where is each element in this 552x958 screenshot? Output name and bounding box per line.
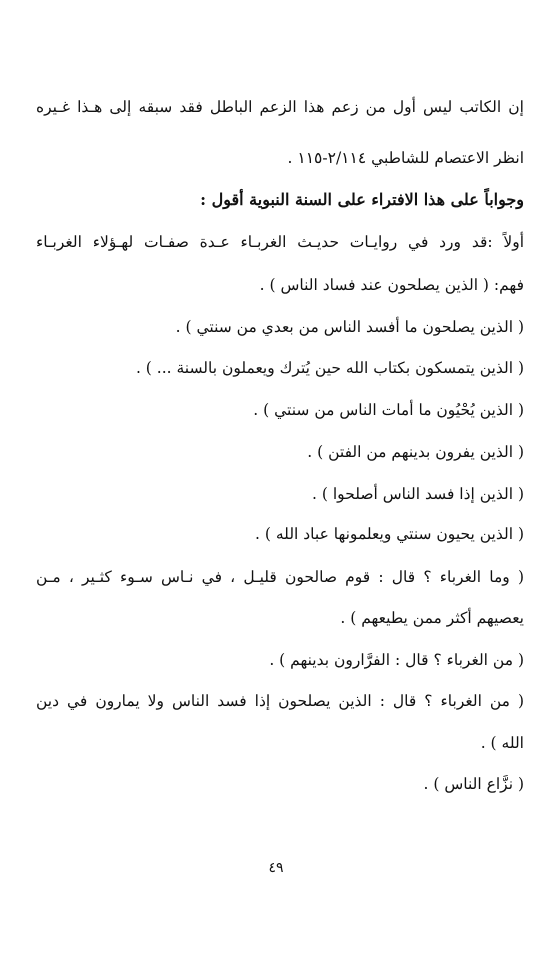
- text-line-2: انظر الاعتصام للشاطبي ٢/١١٤-١١٥ .: [287, 149, 524, 167]
- page-number: ٤٩: [268, 860, 284, 876]
- text-line-11: ( الذين يحيون سنتي ويعلمونها عباد الله ) .: [255, 525, 524, 543]
- text-line-7: ( الذين يتمسكون بكتاب الله حين يُترك ويعملون بالسنة ... ) .: [135, 359, 524, 377]
- text-line-4: أولاً :قد ورد في روايـات حديـث الغربـاء عـدة صفـات لهـؤلاء الغربـاء: [36, 233, 524, 251]
- text-line-9: ( الذين يفرون بدينهم من الفتن ) .: [307, 443, 524, 461]
- text-line-10: ( الذين إذا فسد الناس أصلحوا ) .: [312, 485, 524, 503]
- text-line-6: ( الذين يصلحون ما أفسد الناس من بعدي من سنتي ) .: [175, 318, 524, 336]
- text-line-16: الله ) .: [480, 734, 524, 752]
- text-line-14: ( من الغرباء ؟ قال : الفرَّارون بدينهم ) .: [269, 651, 524, 669]
- text-line-1: إن الكاتب ليس أول من زعم هذا الزعم الباطل فقد سبقه إلى هـذا غـيره: [36, 98, 524, 116]
- section-heading: وجواباً على هذا الافتراء على السنة النبوية أقول :: [200, 190, 524, 209]
- text-line-15: ( من الغرباء ؟ قال : الذين يصلحون إذا فسد الناس ولا يمارون في دين: [36, 692, 524, 710]
- text-line-13: يعصيهم أكثر ممن يطيعهم ) .: [340, 609, 524, 627]
- text-line-8: ( الذين يُحْيُون ما أمات الناس من سنتي ) .: [253, 401, 524, 419]
- text-line-12: ( وما الغرباء ؟ قال : قوم صالحون قليـل ، في نـاس سـوء كثـير ، مـن: [36, 568, 524, 586]
- text-line-5: فهم: ( الذين يصلحون عند فساد الناس ) .: [259, 276, 524, 294]
- text-line-17: ( نزَّاع الناس ) .: [423, 775, 524, 793]
